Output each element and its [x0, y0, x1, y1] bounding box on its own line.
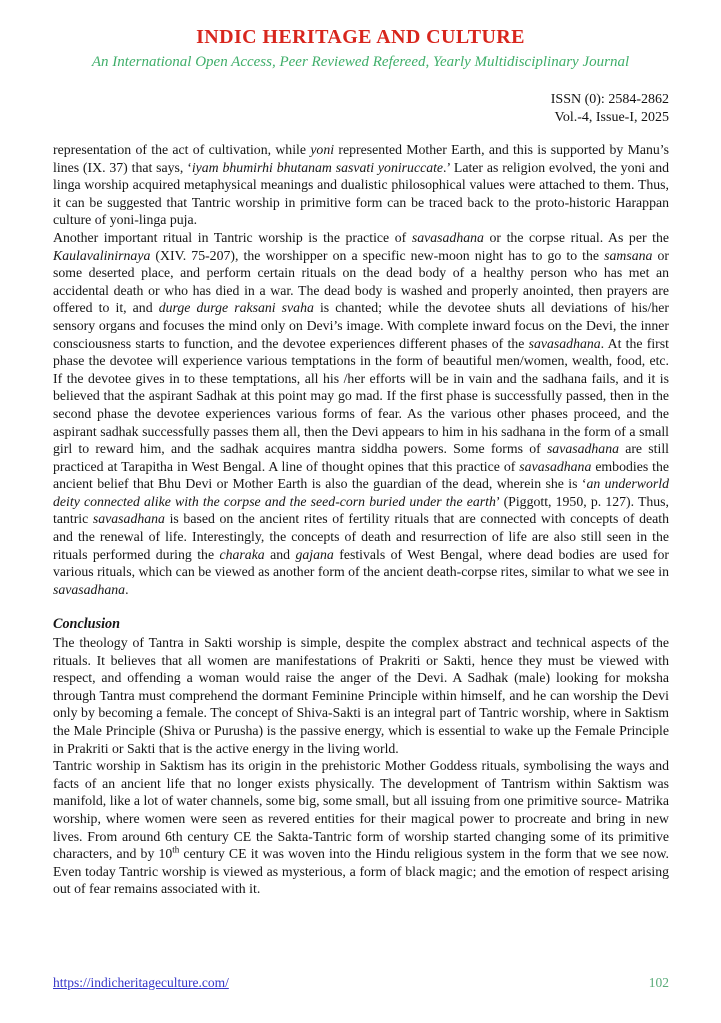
body-paragraph-4: Tantric worship in Saktism has its origin in the prehistoric Mother Goddess rituals, symbolising the ways and facts of an ancient life that no longer exists physically. The development of Tantrism within Saktism was manifold, like a lot of water channels, some big, some small, but all issuing from one primitive source- Matrika worship, where women were seen as revered entities for their magical power to procreate and bring in new lives. From around 6th century CE the Sakta-Tantric form of worship started changing some of its primitive characters, and by 10th century CE it was woven into the Hindu religious system in the form that we see now. Even today Tantric worship is viewed as mysterious, a form of black magic; and the emotion of respect arising out of fear remains associated with it. — [53, 758, 669, 897]
issn-number: ISSN (0): 2584-2862 — [550, 92, 669, 107]
volume-issue: Vol.-4, Issue-I, 2025 — [554, 110, 669, 125]
article-body — [0, 141, 721, 898]
body-paragraph-3: The theology of Tantra in Sakti worship is simple, despite the complex abstract and technical aspects of the rituals. It believes that all women are manifestations of Prakriti or Sakti, hence they must be viewed with respect, and offending a woman would raise the anger of the Devi. A Sadhak (male) looking for moksha through Tantra must comprehend the dormant Feminine Principle within himself, and he can worship the Devi only by becoming a female. The concept of Shiva-Sakti is an integral part of Tantric worship, where in Saktism the Male Principle (Shiva or Purusha) is the passive energy, which is essential to wake up the Female Principle in Prakriti or Sakti that is the active energy in the living world. — [53, 635, 669, 756]
issue-block — [0, 91, 721, 127]
section-heading-conclusion: Conclusion — [53, 616, 121, 633]
journal-subtitle: An International Open Access, Peer Reviewed Refereed, Yearly Multidisciplinary Journal — [91, 54, 630, 70]
body-paragraph-1: representation of the act of cultivation, while yoni represented Mother Earth, and this is supported by Manu’s lines (IX. 37) that says, ‘iyam bhumirhi bhutanam sasvati yoniruccate.’ Later as religion evolved, the yoni and linga worship acquired metaphysical meanings and dualistic philosophical values were attached to them. Thus, it can be suggested that Tantric worship in primitive form can be traced back to the proto-historic Harappan culture of yoni-linga puja. — [53, 142, 669, 228]
page-number: 102 — [648, 975, 669, 990]
page-header — [0, 0, 721, 71]
journal-url-link[interactable]: https://indicheritageculture.com/ — [53, 975, 229, 990]
page-footer — [53, 975, 669, 991]
journal-title: INDIC HERITAGE AND CULTURE — [196, 26, 525, 48]
body-paragraph-2: Another important ritual in Tantric worship is the practice of savasadhana or the corpse ritual. As per the Kaulavalinirnaya (XIV. 75-207), the worshipper on a specific new-moon night has to go to the samsana or some deserted place, and perform certain rituals on the dead body of a healthy person who has met an accidental death or who has died in a war. The dead body is washed and properly anointed, then prayers are offered to it, and durge durge raksani svaha is chanted; while the devotee shuts all deviations of his/her sensory organs and focuses the mind only on Devi’s image. With complete inward focus on the Devi, the inner consciousness starts to function, and the devotee experiences different phases of the savasadhana. At the first phase the devotee will experience various temptations in the form of beautiful men/women, wealth, food, etc. If the devotee gives in to these temptations, all his /her efforts will be in vain and the sadhana fails, and it is believed that the aspirant Sadhak at this point may go mad. If the first phase is successfully passed, then in the second phase the devotee experiences various forms of fear. As the various other phases proceed, and the aspirant sadhak successfully passes them all, then the Devi appears to him in his sadhana in the form of a small girl to reward him, and the sadhak acquires mantra siddha powers. Some forms of savasadhana are still practiced at Tarapitha in West Bengal. A line of thought opines that this practice of savasadhana embodies the ancient belief that Bhu Devi or Mother Earth is also the guardian of the dead, wherein she is ‘an underworld deity connected alike with the corpse and the seed-corn buried under the earth’ (Piggott, 1950, p. 127). Thus, tantric savasadhana is based on the ancient rites of fertility rituals that are connected with concepts of death and the renewal of life. Interestingly, the concepts of death and resurrection of life are also still seen in the rituals performed during the charaka and gajana festivals of West Bengal, where dead bodies are used for various rituals, which can be viewed as another form of the ancient death-corpse rites, similar to what we see in savasadhana. — [53, 229, 669, 597]
